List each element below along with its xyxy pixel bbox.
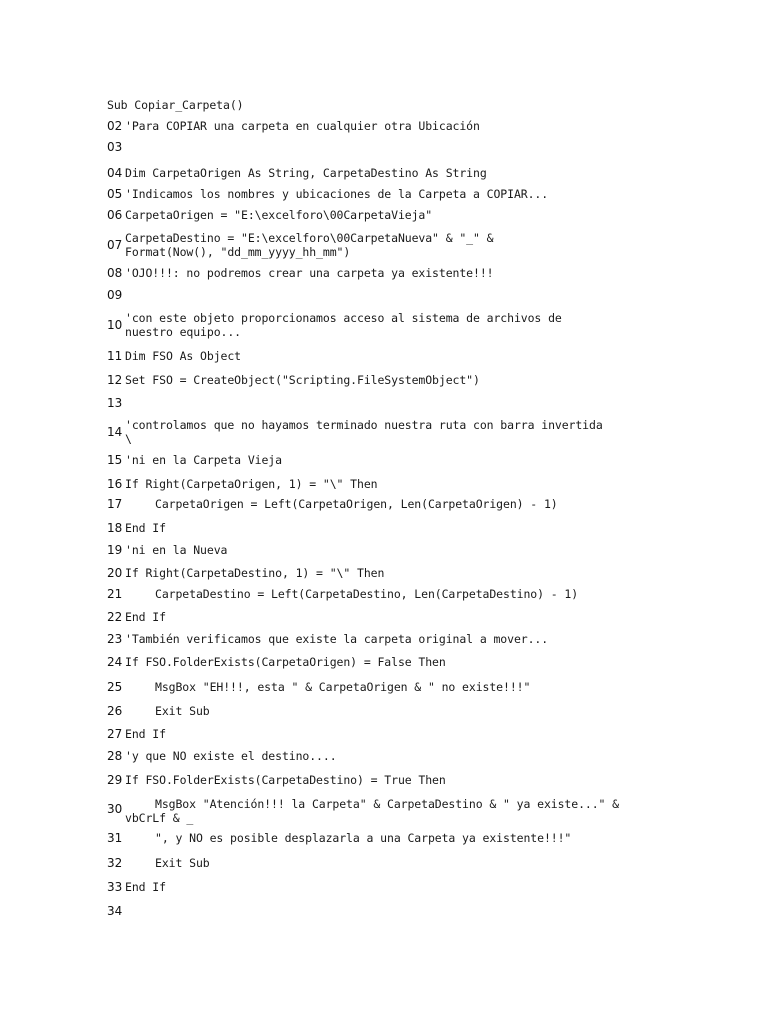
- line-text: 'y que NO existe el destino....: [125, 749, 337, 763]
- line-text-first: MsgBox "Atención!!! la Carpeta" & CarpetaDestino & " ya existe..." &: [155, 797, 620, 811]
- line-text: If Right(CarpetaOrigen, 1) = "\" Then: [125, 477, 378, 491]
- line-text: End If: [125, 610, 166, 624]
- line-number: 23: [107, 632, 123, 646]
- line-text: 'con este objeto proporcionamos acceso al sistema de archivos de nuestro equipo...: [125, 311, 562, 339]
- line-number: 34: [107, 904, 123, 918]
- line-number: 29: [107, 773, 123, 787]
- line-text: ", y NO es posible desplazarla a una Carpeta ya existente!!!": [155, 831, 572, 845]
- line-text: 'OJO!!!: no podremos crear una carpeta ya existente!!!: [125, 266, 494, 280]
- line-number: 10: [107, 318, 123, 332]
- line-text: CarpetaDestino = "E:\excelforo\00CarpetaNueva" & "_" & Format(Now(), "dd_mm_yyyy_hh_mm"): [125, 231, 494, 259]
- line-text: CarpetaOrigen = Left(CarpetaOrigen, Len(CarpetaOrigen) - 1): [155, 497, 558, 511]
- line-number: 03: [107, 140, 123, 154]
- line-text: If FSO.FolderExists(CarpetaDestino) = True Then: [125, 773, 446, 787]
- line-number: 12: [107, 373, 123, 387]
- line-number: 24: [107, 655, 123, 669]
- line-number: 09: [107, 288, 123, 302]
- line-text: 'Indicamos los nombres y ubicaciones de la Carpeta a COPIAR...: [125, 187, 549, 201]
- line-number: 06: [107, 208, 123, 222]
- line-number: 04: [107, 166, 123, 180]
- line-text: Dim CarpetaOrigen As String, CarpetaDestino As String: [125, 166, 487, 180]
- line-text: 'ni en la Carpeta Vieja: [125, 453, 282, 467]
- line-number: 26: [107, 704, 123, 718]
- line-text: End If: [125, 521, 166, 535]
- line-number: 14: [107, 425, 123, 439]
- line-number: 02: [107, 119, 123, 133]
- line-text-continuation: vbCrLf & _: [125, 811, 194, 825]
- line-number: 22: [107, 610, 123, 624]
- line-number: 32: [107, 856, 123, 870]
- line-number: 25: [107, 680, 123, 694]
- line-text: Sub Copiar_Carpeta(): [107, 98, 244, 112]
- line-text: Exit Sub: [155, 704, 210, 718]
- line-text: CarpetaOrigen = "E:\excelforo\00CarpetaVieja": [125, 208, 433, 222]
- line-number: 08: [107, 266, 123, 280]
- line-text: CarpetaDestino = Left(CarpetaDestino, Len(CarpetaDestino) - 1): [155, 587, 579, 601]
- line-number: 13: [107, 396, 123, 410]
- line-number: 21: [107, 587, 123, 601]
- line-number: 16: [107, 477, 123, 491]
- line-number: 07: [107, 238, 123, 252]
- line-text: If FSO.FolderExists(CarpetaOrigen) = False Then: [125, 655, 446, 669]
- line-text: End If: [125, 880, 166, 894]
- line-text: 'controlamos que no hayamos terminado nuestra ruta con barra invertida \: [125, 418, 603, 446]
- line-number: 28: [107, 749, 123, 763]
- line-text: 'Para COPIAR una carpeta en cualquier otra Ubicación: [125, 119, 480, 133]
- line-number: 31: [107, 831, 123, 845]
- line-number: 30: [107, 802, 123, 816]
- line-text: Set FSO = CreateObject("Scripting.FileSystemObject"): [125, 373, 480, 387]
- line-number: 11: [107, 349, 123, 363]
- line-number: 18: [107, 521, 123, 535]
- line-text: Dim FSO As Object: [125, 349, 242, 363]
- line-text: End If: [125, 727, 166, 741]
- line-number: 05: [107, 187, 123, 201]
- line-text: 'ni en la Nueva: [125, 543, 228, 557]
- line-number: 15: [107, 453, 123, 467]
- line-number: 27: [107, 727, 123, 741]
- line-text: 'También verificamos que existe la carpeta original a mover...: [125, 632, 549, 646]
- line-number: 19: [107, 543, 123, 557]
- line-text: If Right(CarpetaDestino, 1) = "\" Then: [125, 566, 385, 580]
- line-text: Exit Sub: [155, 856, 210, 870]
- line-number: 17: [107, 497, 123, 511]
- line-number: 33: [107, 880, 123, 894]
- line-number: 20: [107, 566, 123, 580]
- line-text: MsgBox "EH!!!, esta " & CarpetaOrigen & " no existe!!!": [155, 680, 531, 694]
